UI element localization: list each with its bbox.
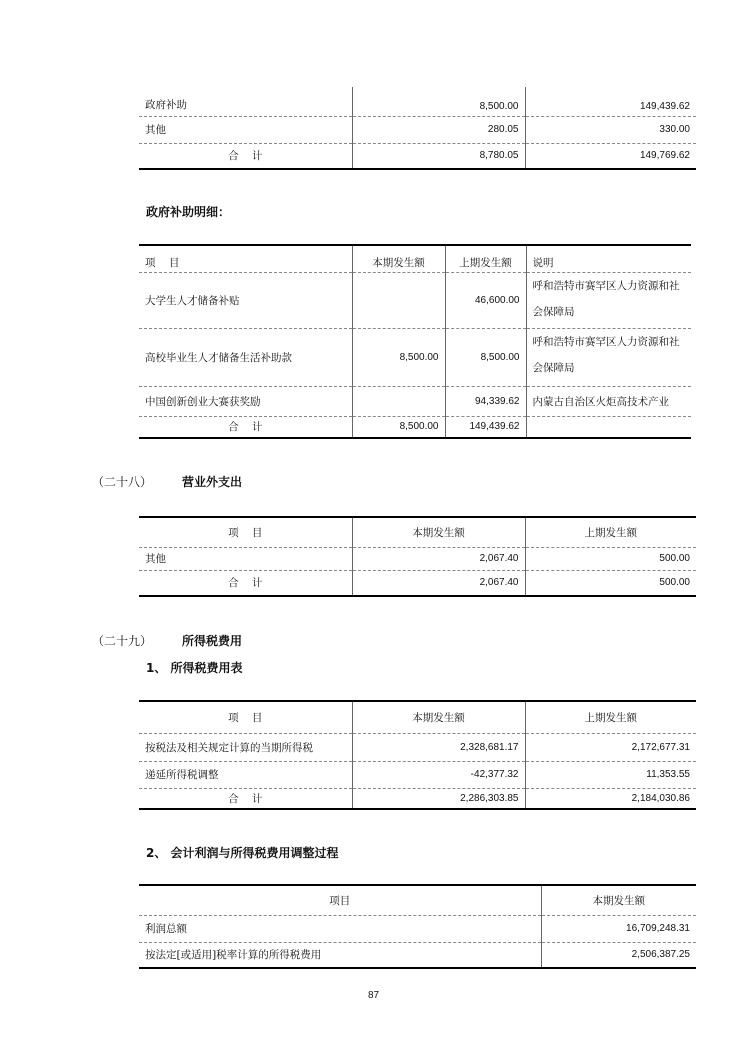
header-prior: 上期发生额 [445,245,526,272]
total-prior: 149,439.62 [445,416,526,438]
row-item: 递延所得税调整 [139,761,352,788]
row-item: 中国创新创业大赛获奖励 [139,386,352,416]
section-29-sub1: 1、 所得税费用表 [146,661,243,675]
table-row [139,272,691,328]
table-row [139,386,691,416]
table-total-row [139,143,696,169]
row-current: 280.05 [352,116,525,143]
row-current: 8,500.00 [352,87,525,116]
total-label: 合 计 [228,577,263,590]
row-current: 8,500.00 [352,328,445,386]
row-note: 呼和浩特市赛罕区人力资源和社会保障局 [526,328,691,386]
header-prior: 上期发生额 [525,701,696,733]
section-28-number: （二十八） [92,475,153,489]
header-prior: 上期发生额 [525,517,696,547]
header-current: 本期发生额 [541,885,696,915]
page-number: 87 [367,990,380,1001]
section-29-number: （二十九） [92,634,153,648]
table-total-row [139,416,691,438]
table-header-row [139,885,696,915]
table-row [139,761,696,788]
header-item: 项 目 [139,245,352,272]
table-row [139,87,696,116]
row-current [352,386,445,416]
total-label: 合 计 [228,421,263,434]
section-29-sub2: 2、 会计利润与所得税费用调整过程 [146,846,339,860]
table-total-row [139,570,696,596]
row-note: 内蒙古自治区火炬高技术产业 [526,386,691,416]
header-item: 项 目 [139,701,352,733]
row-current: 2,506,387.25 [541,942,696,968]
header-item: 项 目 [139,517,352,547]
table-row [139,328,691,386]
table-row [139,942,696,968]
row-prior: 46,600.00 [445,272,526,328]
row-item: 按法定[或适用]税率计算的所得税费用 [145,949,322,962]
row-item: 大学生人才储备补贴 [139,272,352,328]
row-item: 按税法及相关规定计算的当期所得税 [139,733,352,761]
row-prior: 330.00 [525,116,696,143]
total-label: 合 计 [228,150,263,163]
row-prior: 94,339.62 [445,386,526,416]
table-other-income [139,87,696,170]
section-28-title: 营业外支出 [182,475,243,489]
row-current [352,272,445,328]
table-total-row [139,788,696,809]
row-current: -42,377.32 [352,761,525,788]
header-item: 项目 [139,885,541,915]
header-current: 本期发生额 [352,245,445,272]
header-current: 本期发生额 [352,517,525,547]
total-current: 8,500.00 [352,416,445,438]
row-item: 政府补助 [139,87,352,116]
table-row [139,547,696,570]
grant-detail-heading: 政府补助明细： [146,205,231,219]
table-profit-tax-reconciliation [139,884,696,969]
row-item: 其他 [139,547,352,570]
table-row [139,915,696,942]
header-current: 本期发生额 [352,701,525,733]
row-current: 16,709,248.31 [541,915,696,942]
section-29-title: 所得税费用 [182,634,243,648]
table-row [139,733,696,761]
table-income-tax [139,700,696,810]
row-prior: 149,439.62 [525,87,696,116]
total-note [526,416,691,438]
row-current: 2,067.40 [352,547,525,570]
total-label: 合 计 [228,792,263,805]
total-prior: 2,184,030.86 [525,788,696,809]
table-header-row [139,517,696,547]
table-non-operating-expenses [139,516,696,597]
row-current: 2,328,681.17 [352,733,525,761]
table-grant-detail [139,244,691,439]
header-note: 说明 [526,245,691,272]
row-prior: 2,172,677.31 [525,733,696,761]
row-prior: 11,353.55 [525,761,696,788]
row-prior: 8,500.00 [445,328,526,386]
row-note: 呼和浩特市赛罕区人力资源和社会保障局 [526,272,691,328]
total-current: 8,780.05 [352,143,525,169]
row-prior: 500.00 [525,547,696,570]
row-item: 利润总额 [139,915,541,942]
row-item: 其他 [139,116,352,143]
total-prior: 149,769.62 [525,143,696,169]
table-header-row [139,701,696,733]
total-prior: 500.00 [525,570,696,596]
row-item: 高校毕业生人才储备生活补助款 [139,328,352,386]
total-current: 2,067.40 [352,570,525,596]
total-current: 2,286,303.85 [352,788,525,809]
table-header-row [139,245,691,272]
table-row [139,116,696,143]
